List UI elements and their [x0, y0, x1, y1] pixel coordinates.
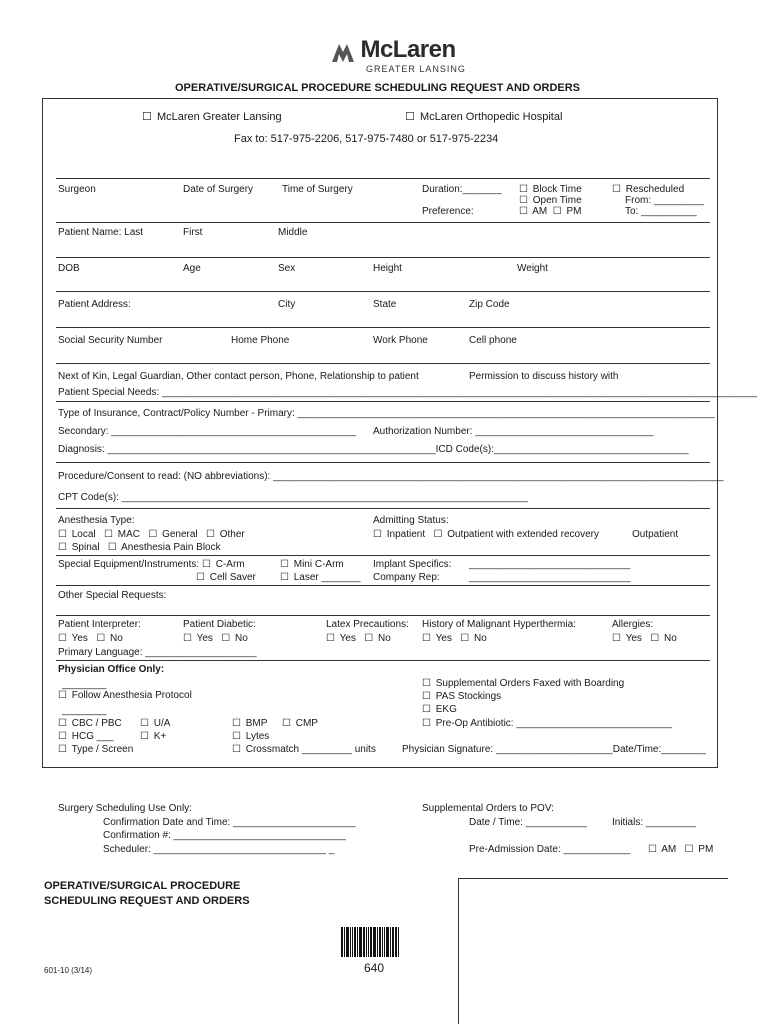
pas-stockings-checkbox[interactable]: ☐ PAS Stockings — [422, 691, 501, 702]
divider — [56, 401, 710, 402]
insurance-secondary-field[interactable]: Secondary: ____________________________________________ — [58, 426, 357, 437]
primary-language-field[interactable]: Primary Language: ____________________ — [58, 647, 257, 658]
divider — [56, 615, 710, 616]
age-field[interactable]: Age — [183, 263, 201, 274]
initials-field[interactable]: Initials: _________ — [612, 817, 696, 828]
pov-datetime-field[interactable]: Date / Time: ___________ — [469, 817, 587, 828]
am-pm-checkbox[interactable]: ☐ AM ☐ PM — [519, 206, 582, 217]
confirmation-number-field[interactable]: Confirmation #: _______________________________ — [103, 830, 346, 841]
divider — [56, 291, 710, 292]
divider — [56, 363, 710, 364]
logo — [330, 36, 456, 64]
interpreter-yes-no[interactable]: ☐ Yes ☐ No — [58, 633, 123, 644]
divider — [56, 660, 710, 661]
company-rep-label: Company Rep: — [373, 572, 440, 583]
cell-phone-field[interactable]: Cell phone — [469, 335, 517, 346]
implant-specifics-field[interactable]: _____________________________ — [469, 559, 631, 570]
permission-field[interactable]: Permission to discuss history with — [469, 371, 619, 382]
hcg-checkbox[interactable]: ☐ HCG ___ — [58, 731, 113, 742]
laser-checkbox[interactable]: ☐ Laser _______ — [280, 572, 360, 583]
admitting-options[interactable]: ☐ Inpatient ☐ Outpatient with extended recovery — [373, 529, 599, 540]
k-checkbox[interactable]: ☐ K+ — [140, 731, 166, 742]
preop-antibiotic-checkbox[interactable]: ☐ Pre-Op Antibiotic: ____________________________ — [422, 718, 672, 729]
patient-last-name-field[interactable]: Patient Name: Last — [58, 227, 144, 238]
hospital-option-orthopedic[interactable]: ☐ McLaren Orthopedic Hospital — [405, 110, 562, 123]
hyperthermia-label: History of Malignant Hyperthermia: — [422, 619, 576, 630]
preference-label: Preference: — [422, 206, 474, 217]
scheduling-label: Surgery Scheduling Use Only: — [58, 803, 192, 814]
cell-saver-checkbox[interactable]: ☐ Cell Saver — [196, 572, 256, 583]
dob-field[interactable]: DOB — [58, 263, 80, 274]
anesthesia-label: Anesthesia Type: — [58, 515, 135, 526]
barcode-icon — [341, 927, 400, 957]
divider — [56, 585, 710, 586]
footer-box-left — [458, 878, 459, 1024]
crossmatch-checkbox[interactable]: ☐ Crossmatch _________ units — [232, 744, 376, 755]
logo-wordmark: McLaren — [360, 36, 456, 63]
bmp-checkbox[interactable]: ☐ BMP — [232, 718, 267, 729]
confirmation-date-field[interactable]: Confirmation Date and Time: ______________________ — [103, 817, 356, 828]
checkbox-icon — [142, 111, 154, 123]
diagnosis-field[interactable]: Diagnosis: ___________________________________________________________ICD Code(s):___________________________________ — [58, 444, 689, 455]
pov-label: Supplemental Orders to POV: — [422, 803, 554, 814]
preadmission-am-pm[interactable]: ☐ AM ☐ PM — [648, 844, 713, 855]
weight-field[interactable]: Weight — [517, 263, 548, 274]
duration-field[interactable]: Duration:_______ — [422, 184, 502, 195]
rescheduled-checkbox[interactable]: ☐ Rescheduled — [612, 184, 684, 195]
footer-title-1: OPERATIVE/SURGICAL PROCEDURE — [44, 880, 241, 892]
divider — [56, 178, 710, 179]
special-needs-field[interactable]: Patient Special Needs: ___________________________________________________________________________________________________________ — [58, 387, 758, 398]
equipment-label[interactable]: Special Equipment/Instruments: ☐ C-Arm — [58, 559, 245, 570]
box-top — [42, 98, 718, 99]
scheduler-field[interactable]: Scheduler: _______________________________ _ — [103, 844, 335, 855]
latex-label: Latex Precautions: — [326, 619, 409, 630]
company-rep-field[interactable]: _____________________________ — [469, 572, 631, 583]
blank-line[interactable]: ________ — [62, 679, 107, 690]
diabetic-label: Patient Diabetic: — [183, 619, 256, 630]
home-phone-field[interactable]: Home Phone — [231, 335, 290, 346]
checkbox-icon — [405, 111, 417, 123]
ssn-field[interactable]: Social Security Number — [58, 335, 163, 346]
box-left — [42, 98, 43, 767]
logo-subtitle: GREATER LANSING — [366, 64, 466, 74]
block-time-checkbox[interactable]: ☐ Block Time — [519, 184, 582, 195]
divider — [56, 327, 710, 328]
hyperthermia-yes-no[interactable]: ☐ Yes ☐ No — [422, 633, 487, 644]
insurance-primary-field[interactable]: Type of Insurance, Contract/Policy Number - Primary: ___________________________________________________________________________ — [58, 408, 715, 419]
barcode-number: 640 — [364, 961, 385, 975]
form-number: 601-10 (3/14) — [44, 966, 93, 975]
interpreter-label: Patient Interpreter: — [58, 619, 141, 630]
type-screen-checkbox[interactable]: ☐ Type / Screen — [58, 744, 133, 755]
admitting-outpatient[interactable]: Outpatient — [632, 529, 679, 540]
divider — [56, 508, 710, 509]
next-of-kin-field[interactable]: Next of Kin, Legal Guardian, Other contact person, Phone, Relationship to patient — [58, 371, 419, 382]
work-phone-field[interactable]: Work Phone — [373, 335, 428, 346]
anesthesia-protocol-checkbox[interactable]: ☐ Follow Anesthesia Protocol — [58, 690, 192, 701]
preadmission-date-field[interactable]: Pre-Admission Date: ____________ — [469, 844, 631, 855]
divider — [56, 462, 710, 463]
city-field[interactable]: City — [278, 299, 296, 310]
allergies-label: Allergies: — [612, 619, 654, 630]
mclaren-logo-icon — [330, 42, 356, 64]
page-title: OPERATIVE/SURGICAL PROCEDURE SCHEDULING REQUEST AND ORDERS — [175, 82, 581, 94]
supplemental-orders-checkbox[interactable]: ☐ Supplemental Orders Faxed with Boarding — [422, 678, 624, 689]
cmp-checkbox[interactable]: ☐ CMP — [282, 718, 318, 729]
box-right — [717, 98, 718, 767]
procedure-field[interactable]: Procedure/Consent to read: (NO abbreviations): _________________________________________________________________________________ — [58, 471, 724, 482]
fax-line: Fax to: 517-975-2206, 517-975-7480 or 517-975-2234 — [234, 133, 499, 145]
authorization-number-field[interactable]: Authorization Number: ________________________________ — [373, 426, 654, 437]
ekg-checkbox[interactable]: ☐ EKG — [422, 704, 457, 715]
footer-box-top — [458, 878, 728, 879]
hospital-option-greater-lansing[interactable]: ☐ McLaren Greater Lansing — [142, 110, 282, 123]
patient-first-name-field[interactable]: First — [183, 227, 203, 238]
cbc-checkbox[interactable]: ☐ CBC / PBC — [58, 718, 122, 729]
surgeon-field[interactable]: Surgeon — [58, 184, 96, 195]
rescheduled-to-field[interactable]: To: __________ — [625, 206, 697, 217]
admitting-label: Admitting Status: — [373, 515, 449, 526]
box-bottom — [42, 767, 718, 768]
anesthesia-options-2[interactable]: ☐ Spinal ☐ Anesthesia Pain Block — [58, 542, 221, 553]
address-field[interactable]: Patient Address: — [58, 299, 131, 310]
rescheduled-from-field[interactable]: From: _________ — [625, 195, 704, 206]
latex-yes-no[interactable]: ☐ Yes ☐ No — [326, 633, 391, 644]
height-field[interactable]: Height — [373, 263, 402, 274]
surgery-date-field[interactable]: Date of Surgery — [183, 184, 254, 195]
surgery-time-field[interactable]: Time of Surgery — [282, 184, 353, 195]
blank-line[interactable]: ________ — [62, 705, 107, 716]
other-requests-field[interactable]: Other Special Requests: — [58, 590, 167, 601]
diabetic-yes-no[interactable]: ☐ Yes ☐ No — [183, 633, 248, 644]
footer-title-2: SCHEDULING REQUEST AND ORDERS — [44, 895, 250, 907]
sex-field[interactable]: Sex — [278, 263, 296, 274]
allergies-yes-no[interactable]: ☐ Yes ☐ No — [612, 633, 677, 644]
open-time-checkbox[interactable]: ☐ Open Time — [519, 195, 582, 206]
patient-middle-name-field[interactable]: Middle — [278, 227, 308, 238]
cpt-codes-field[interactable]: CPT Code(s): _________________________________________________________________________ — [58, 492, 528, 503]
zip-field[interactable]: Zip Code — [469, 299, 510, 310]
physician-office-label: Physician Office Only: — [58, 664, 165, 675]
state-field[interactable]: State — [373, 299, 397, 310]
divider — [56, 257, 710, 258]
lytes-checkbox[interactable]: ☐ Lytes — [232, 731, 269, 742]
anesthesia-options[interactable]: ☐ Local ☐ MAC ☐ General ☐ Other — [58, 529, 245, 540]
divider — [56, 222, 710, 223]
implant-specifics-label: Implant Specifics: — [373, 559, 452, 570]
mini-carm-checkbox[interactable]: ☐ Mini C-Arm — [280, 559, 344, 570]
ua-checkbox[interactable]: ☐ U/A — [140, 718, 170, 729]
divider — [56, 555, 710, 556]
physician-signature-field[interactable]: Physician Signature: _____________________Date/Time:________ — [402, 744, 706, 755]
